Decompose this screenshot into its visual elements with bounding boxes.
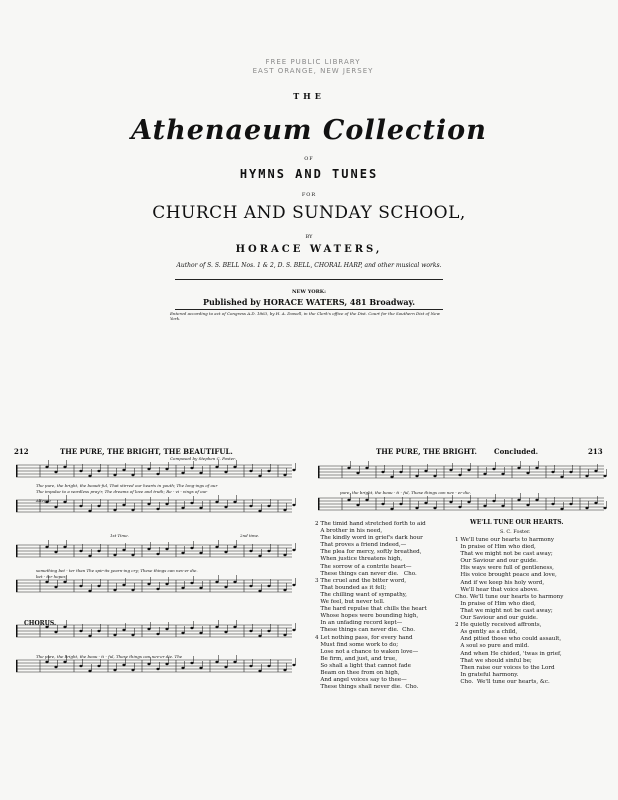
author-name: HORACE WATERS, <box>235 244 383 255</box>
right-page-number: 213 <box>588 447 603 456</box>
left-music-staves <box>10 460 300 800</box>
title-by: BY <box>305 234 313 240</box>
right-lyric-line: pure, the bright, the beau - ti - ful, These things can nev - er die. <box>340 490 471 495</box>
hymn2-title: WE'LL TUNE OUR HEARTS. <box>470 519 564 526</box>
left-lyric-line-3: The pure, the bright, the beau - ti - ful, These things can nev-er die. The <box>36 654 183 659</box>
left-composer: Composed by Stephen C. Foster. <box>170 456 236 461</box>
title-rule-bottom <box>175 309 443 310</box>
publisher-line: Published by HORACE WATERS, 481 Broadway. <box>202 297 416 307</box>
title-the: THE <box>293 91 325 101</box>
copyright-notice: Entered according to act of Congress A.D. 1863, by H. A. Dowell, in the Clerk's office of the Dist. Court for the Southern Dist of New York. <box>170 311 440 321</box>
title-of: OF <box>304 156 314 162</box>
left-lyric-line-1: The pure, the bright, the beauti-ful, That stirred our hearts in youth; The long-ings of our <box>36 483 218 488</box>
left-lyric-line-2: something bet - ter than The spir-its yearn-ing cry; These things can nev-er die. <box>36 568 198 573</box>
hymn2-text: 1 We'll tune our hearts to harmony In praise of Him who died, That we might not be cast away; Our Saviour and our guide. His ways were full of gentleness, His voice brought peace and love, And if we keep his holy word, We'll hear that voice above. Cho. We'll tune our hearts to harmony In praise of Him who died, That we might not be cast away; Our Saviour and our guide. 2 He quietly received affronts, As gently as a child, And pitied those who could assault, A soul so pure and mild. And when He chided, 'twas in grief, That we should sinful be; Then raise our voices to the Lord In grateful harmony. Cho. We'll tune our hearts, &c. <box>455 537 564 685</box>
hymn2-author: S. C. Foster. <box>500 529 531 535</box>
church-title: CHURCH AND SUNDAY SCHOOL, <box>152 203 466 223</box>
title-rule-top <box>175 279 443 280</box>
right-concluded: Concluded. <box>494 447 539 456</box>
left-page-number: 212 <box>14 447 29 456</box>
city: NEW YORK: <box>291 289 326 295</box>
stamp-line-2: EAST ORANGE, NEW JERSEY <box>252 67 374 75</box>
right-verses: 2 The timid hand stretched forth to aid A brother in his need, The kindly word in grief's dark hour That proves a friend indeed,— The plea for mercy, softly breathed, When justice threatens high, The sorrow of a contrite heart— These things can never die. Cho. 3 The cruel and the bitter word, That bounded as it fell; The chilling want of sympathy, We feel, but never tell. The hard repulse that chills the heart Whose hopes were bounding high, In an unfading record kept— These things can never die. Cho. 4 Let nothing pass, for every hand Must find some work to do; Lose not a chance to waken love— Be firm, and just, and true, So shall a light that cannot fade Beam on thee from on high, And angel voices say to thee— These things shall never die. Cho. <box>315 521 427 691</box>
title-for: FOR <box>301 192 317 198</box>
left-song-title: THE PURE, THE BRIGHT, THE BEAUTIFUL. <box>60 447 233 456</box>
left-lyric-line-2b: bet - ter hopes; <box>36 574 67 579</box>
ending-second: 2nd time. <box>240 533 260 538</box>
left-lyric-line-1b: The impulse to a wordless pray'r, The dreams of love and truth; Re - vi - vings of our <box>36 489 207 494</box>
author-works: Author of S. S. BELL Nos. 1 & 2, D. S. BELL, CHORAL HARP, and other musical works. <box>176 262 442 269</box>
stamp-line-1: FREE PUBLIC LIBRARY <box>265 58 361 66</box>
chorus-label: CHORUS. <box>24 620 57 627</box>
subtitle: HYMNS AND TUNES <box>239 167 379 181</box>
ending-first: 1st Time. <box>110 533 129 538</box>
library-stamp <box>238 58 388 76</box>
tempo-marking: Allegro <box>36 498 51 503</box>
right-staff-lines <box>318 461 607 510</box>
main-title: Athenaeum Collection <box>131 115 487 146</box>
right-song-title: THE PURE, THE BRIGHT. <box>376 447 477 456</box>
